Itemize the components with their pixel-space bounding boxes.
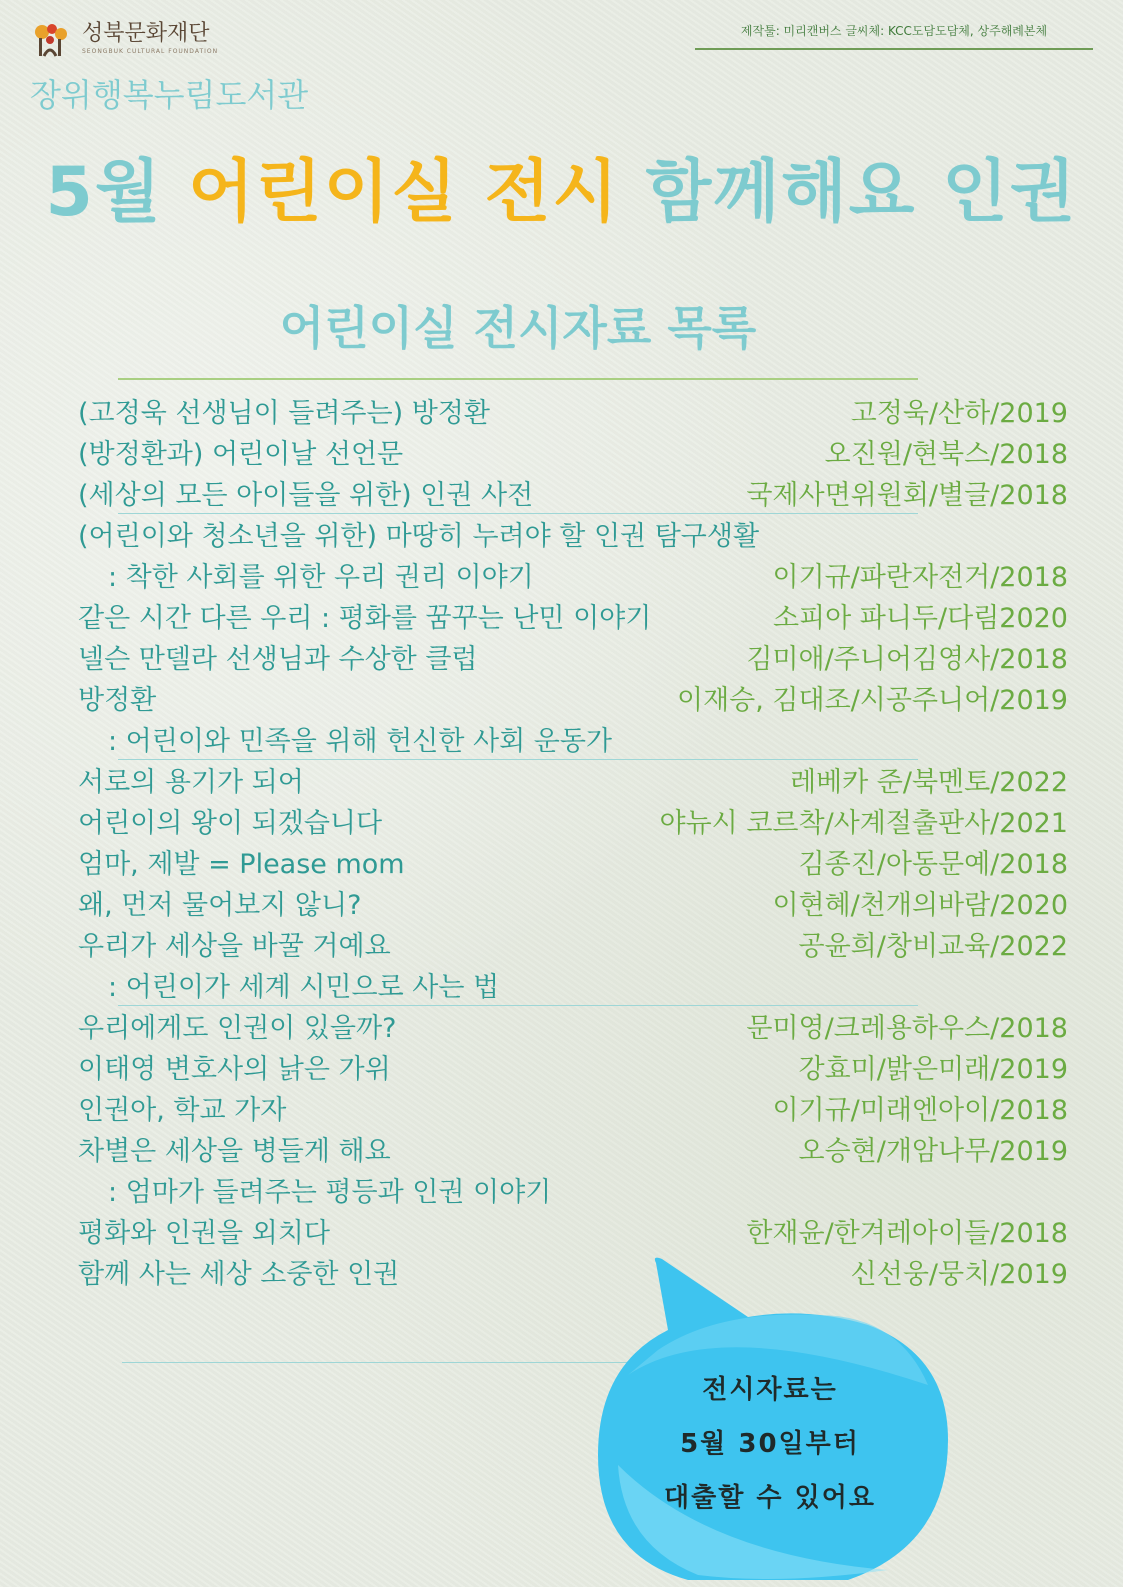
foundation-name: 성북문화재단	[82, 21, 210, 46]
book-subtitle: : 어린이가 세계 시민으로 사는 법	[108, 972, 500, 1003]
book-title: 서로의 용기가 되어	[78, 767, 304, 798]
book-title: 우리에게도 인권이 있을까?	[78, 1013, 397, 1044]
main-title-highlight: 어린이실 전시	[188, 153, 620, 232]
list-item	[78, 393, 1068, 434]
loan-notice	[600, 1363, 940, 1525]
book-author: 이기규/미래엔아이/2018	[772, 1095, 1068, 1126]
book-author: 신선웅/뭉치/2019	[850, 1259, 1068, 1290]
library-name: 장위행복누림도서관	[30, 76, 309, 114]
book-subtitle: : 엄마가 들려주는 평등과 인권 이야기	[108, 1177, 552, 1208]
book-author: 김미애/주니어김영사/2018	[746, 644, 1068, 675]
book-title: 엄마, 제발 = Please mom	[78, 849, 405, 880]
main-title-theme: 함께해요 인권	[620, 153, 1078, 232]
book-author: 강효미/밝은미래/2019	[798, 1054, 1068, 1085]
main-title-month: 5월	[45, 153, 189, 232]
book-author: 한재윤/한겨레아이들/2018	[746, 1218, 1068, 1249]
list-item	[78, 1049, 1068, 1090]
list-item	[78, 1172, 1068, 1213]
book-author: 오진원/현북스/2018	[824, 439, 1068, 470]
book-subtitle: : 착한 사회를 위한 우리 권리 이야기	[108, 562, 534, 593]
book-author: 이기규/파란자전거/2018	[772, 562, 1068, 593]
book-author: 레베카 준/북멘토/2022	[789, 767, 1068, 798]
book-title: 이태영 변호사의 낡은 가위	[78, 1054, 391, 1085]
book-author: 소피아 파니두/다림2020	[772, 603, 1068, 634]
book-title: 어린이의 왕이 되겠습니다	[78, 808, 383, 839]
book-author: 김종진/아동문예/2018	[798, 849, 1068, 880]
book-author: 이재승, 김대조/시공주니어/2019	[677, 685, 1068, 716]
list-item	[78, 639, 1068, 680]
book-author: 문미영/크레용하우스/2018	[746, 1013, 1068, 1044]
book-title: 차별은 세상을 병들게 해요	[78, 1136, 391, 1167]
book-title: 왜, 먼저 물어보지 않니?	[78, 890, 362, 921]
book-title: 함께 사는 세상 소중한 인권	[78, 1259, 400, 1290]
list-item	[78, 1008, 1068, 1049]
list-item	[78, 1131, 1068, 1172]
book-author: 야뉴시 코르착/사계절출판사/2021	[659, 808, 1068, 839]
loan-notice-line3: 대출할 수 있어요	[664, 1483, 876, 1513]
book-title: (세상의 모든 아이들을 위한) 인권 사전	[78, 480, 534, 511]
list-item	[78, 680, 1068, 721]
list-item	[78, 762, 1068, 803]
list-item	[78, 803, 1068, 844]
book-author: 고정욱/산하/2019	[850, 398, 1068, 429]
list-item	[78, 967, 1068, 1008]
book-title: (어린이와 청소년을 위한) 마땅히 누려야 할 인권 탐구생활	[78, 521, 760, 552]
book-title: 우리가 세상을 바꿀 거예요	[78, 931, 391, 962]
book-title: 같은 시간 다른 우리 : 평화를 꿈꾸는 난민 이야기	[78, 603, 652, 634]
list-item	[78, 844, 1068, 885]
list-item	[78, 926, 1068, 967]
foundation-logo	[30, 20, 218, 58]
foundation-subname: SEONGBUK CULTURAL FOUNDATION	[82, 48, 219, 55]
list-item	[78, 475, 1068, 516]
list-item	[78, 1090, 1068, 1131]
book-author: 공윤희/창비교육/2022	[798, 931, 1068, 962]
list-item	[78, 434, 1068, 475]
book-author: 국제사면위원회/별글/2018	[746, 480, 1068, 511]
book-title: 인권아, 학교 가자	[78, 1095, 287, 1126]
foundation-logo-icon	[30, 20, 76, 58]
book-title: 방정환	[78, 685, 157, 716]
book-author: 오승현/개암나무/2019	[798, 1136, 1068, 1167]
book-subtitle: : 어린이와 민족을 위해 헌신한 사회 운동가	[108, 726, 612, 757]
book-title: (방정환과) 어린이날 선언문	[78, 439, 404, 470]
list-item	[78, 1213, 1068, 1254]
book-author: 이현혜/천개의바람/2020	[772, 890, 1068, 921]
list-heading: 어린이실 전시자료 목록	[118, 292, 918, 380]
loan-notice-line1: 전시자료는	[702, 1375, 838, 1405]
book-list	[78, 393, 1068, 1295]
list-item	[78, 885, 1068, 926]
list-item	[78, 598, 1068, 639]
book-title: (고정욱 선생님이 들려주는) 방정환	[78, 398, 490, 429]
loan-notice-line2: 5월 30일부터	[680, 1429, 860, 1459]
credits: 제작툴: 미리캔버스 글씨체: KCC도담도담체, 상주해례본체	[695, 22, 1093, 50]
list-item	[78, 516, 1068, 557]
list-item	[78, 557, 1068, 598]
list-item	[78, 721, 1068, 762]
book-title: 넬슨 만델라 선생님과 수상한 클럽	[78, 644, 478, 675]
main-title	[0, 138, 1123, 235]
book-title: 평화와 인권을 외치다	[78, 1218, 330, 1249]
